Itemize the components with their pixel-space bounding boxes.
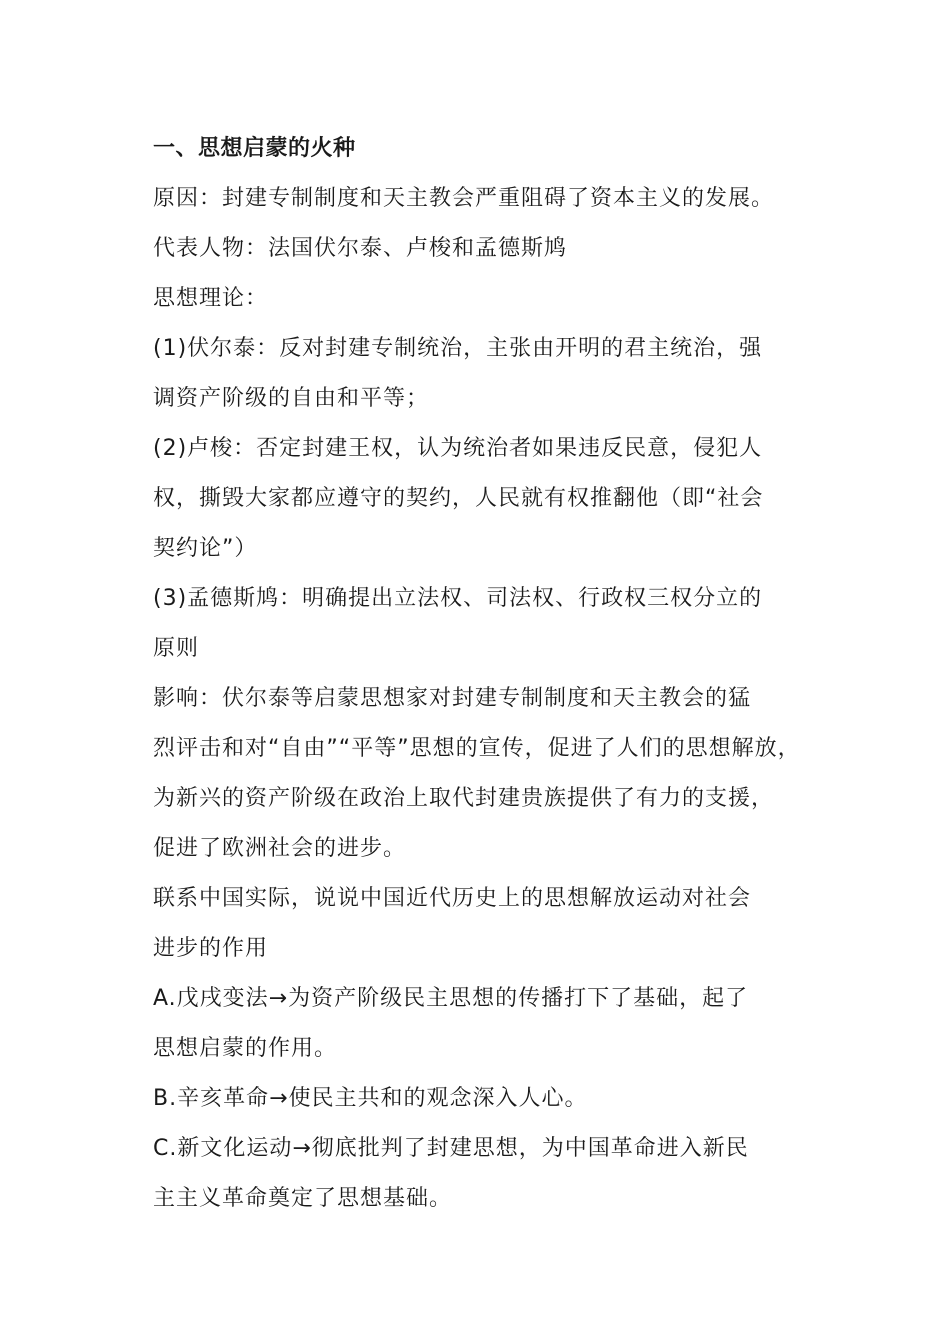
paragraph-line: 进步的作用 (153, 936, 269, 961)
paragraph-line: 原因：封建专制制度和天主教会严重阻碍了资本主义的发展。 (153, 186, 775, 211)
paragraph (153, 574, 813, 674)
paragraph-line: 联系中国实际，说说中国近代历史上的思想解放运动对社会 (153, 886, 752, 911)
paragraph-line: 权，撕毁大家都应遵守的契约，人民就有权推翻他（即“社会 (153, 486, 764, 511)
paragraph (153, 324, 813, 424)
paragraph (153, 1074, 813, 1124)
paragraph (153, 874, 813, 974)
paragraph (153, 674, 813, 874)
paragraph-line: C.新文化运动→彻底批判了封建思想，为中国革命进入新民 (153, 1136, 749, 1161)
paragraph-line: 思想启蒙的作用。 (153, 1036, 338, 1061)
paragraph-line: 调资产阶级的自由和平等； (153, 386, 430, 411)
document-body (153, 124, 813, 1224)
paragraph-line: 影响：伏尔泰等启蒙思想家对封建专制制度和天主教会的猛 (153, 686, 752, 711)
paragraph-line: 思想理论： (153, 286, 269, 311)
paragraph (153, 274, 813, 324)
paragraph-line: (1)伏尔泰：反对封建专制统治，主张由开明的君主统治，强 (153, 336, 763, 361)
paragraph-line: (3)孟德斯鸠：明确提出立法权、司法权、行政权三权分立的 (153, 586, 763, 611)
paragraph-list (153, 174, 813, 1224)
paragraph-line: 为新兴的资产阶级在政治上取代封建贵族提供了有力的支援， (153, 786, 775, 811)
paragraph-line: 契约论”） (153, 536, 258, 561)
paragraph (153, 174, 813, 224)
paragraph-line: (2)卢梭：否定封建王权，认为统治者如果违反民意，侵犯人 (153, 436, 763, 461)
section-heading: 一、思想启蒙的火种 (153, 136, 356, 161)
paragraph-line: 代表人物：法国伏尔泰、卢梭和孟德斯鸠 (153, 236, 568, 261)
paragraph-line: 原则 (153, 636, 200, 661)
paragraph (153, 974, 813, 1074)
paragraph (153, 1124, 813, 1224)
paragraph-line: 烈评击和对“自由”“平等”思想的宣传，促进了人们的思想解放， (153, 736, 801, 761)
paragraph-line: B.辛亥革命→使民主共和的观念深入人心。 (153, 1086, 588, 1111)
paragraph (153, 224, 813, 274)
paragraph (153, 424, 813, 574)
paragraph-line: A.戊戌变法→为资产阶级民主思想的传播打下了基础，起了 (153, 986, 749, 1011)
paragraph-line: 促进了欧洲社会的进步。 (153, 836, 407, 861)
paragraph-line: 主主义革命奠定了思想基础。 (153, 1186, 453, 1211)
